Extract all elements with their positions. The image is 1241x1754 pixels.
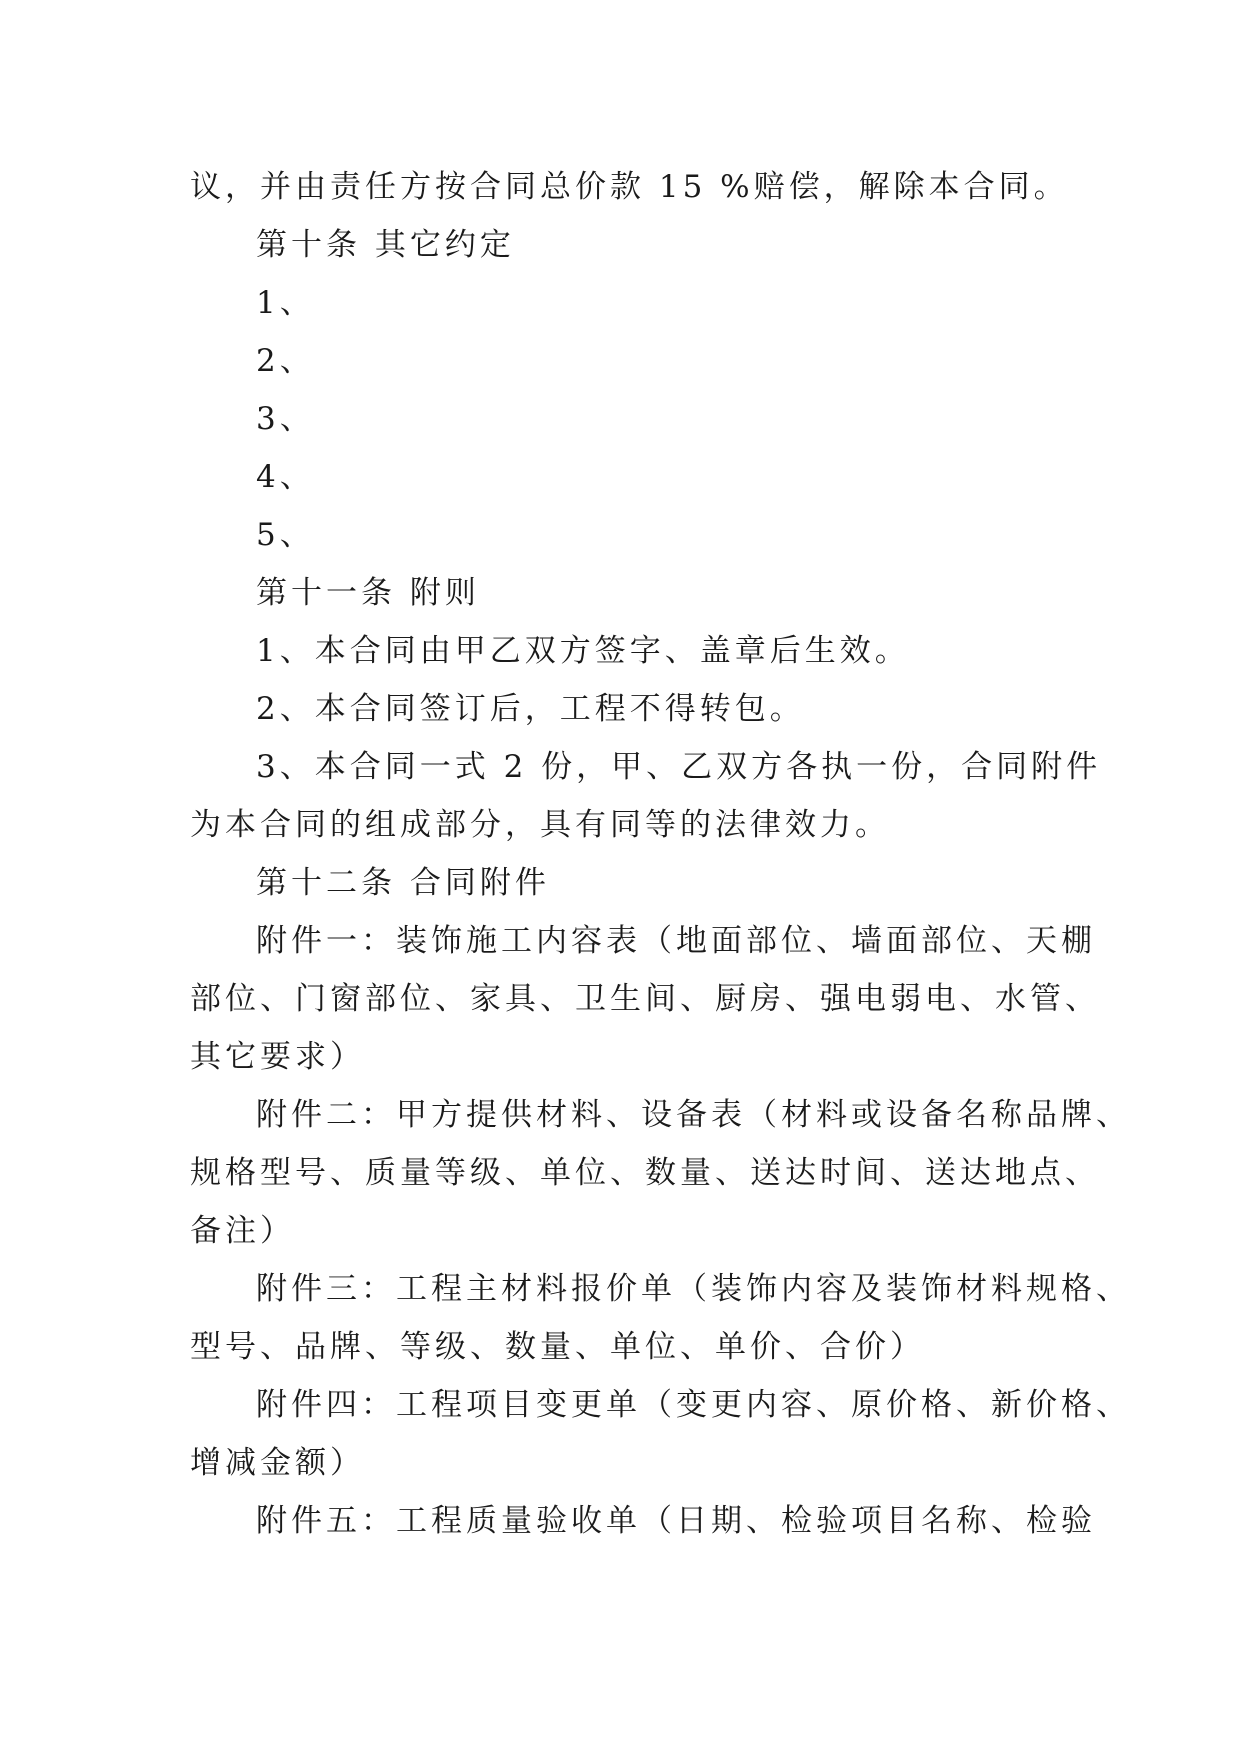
text-line: 增减金额） (190, 1445, 365, 1481)
text-line: 其它要求） (190, 1039, 365, 1075)
text-line: 为本合同的组成部分，具有同等的法律效力。 (190, 807, 890, 843)
text-line: 规格型号、质量等级、单位、数量、送达时间、送达地点、 (190, 1155, 1100, 1191)
attachment-item: 附件四：工程项目变更单（变更内容、原价格、新价格、 (256, 1387, 1131, 1423)
list-item: 3、 (256, 401, 315, 437)
list-item: 2、本合同签订后，工程不得转包。 (256, 691, 805, 727)
attachment-item: 附件五：工程质量验收单（日期、检验项目名称、检验 (256, 1503, 1096, 1539)
text-line: 备注） (190, 1213, 295, 1249)
contract-text (190, 158, 1131, 1550)
section-heading-article-12: 第十二条 合同附件 (256, 865, 550, 901)
text-line: 部位、门窗部位、家具、卫生间、厨房、强电弱电、水管、 (190, 981, 1100, 1017)
list-item: 5、 (256, 517, 315, 553)
list-item: 1、 (256, 285, 315, 321)
list-item: 4、 (256, 459, 315, 495)
text-line: 型号、品牌、等级、数量、单位、单价、合价） (190, 1329, 925, 1365)
attachment-item: 附件一：装饰施工内容表（地面部位、墙面部位、天棚 (256, 923, 1096, 959)
attachment-item: 附件三：工程主材料报价单（装饰内容及装饰材料规格、 (256, 1271, 1131, 1307)
text-line: 议，并由责任方按合同总价款 15 %赔偿，解除本合同。 (190, 169, 1069, 205)
section-heading-article-11: 第十一条 附则 (256, 575, 480, 611)
section-heading-article-10: 第十条 其它约定 (256, 227, 515, 263)
list-item: 2、 (256, 343, 315, 379)
list-item: 1、本合同由甲乙双方签字、盖章后生效。 (256, 633, 910, 669)
list-item: 3、本合同一式 2 份，甲、乙双方各执一份，合同附件 (256, 749, 1102, 785)
attachment-item: 附件二：甲方提供材料、设备表（材料或设备名称品牌、 (256, 1097, 1131, 1133)
